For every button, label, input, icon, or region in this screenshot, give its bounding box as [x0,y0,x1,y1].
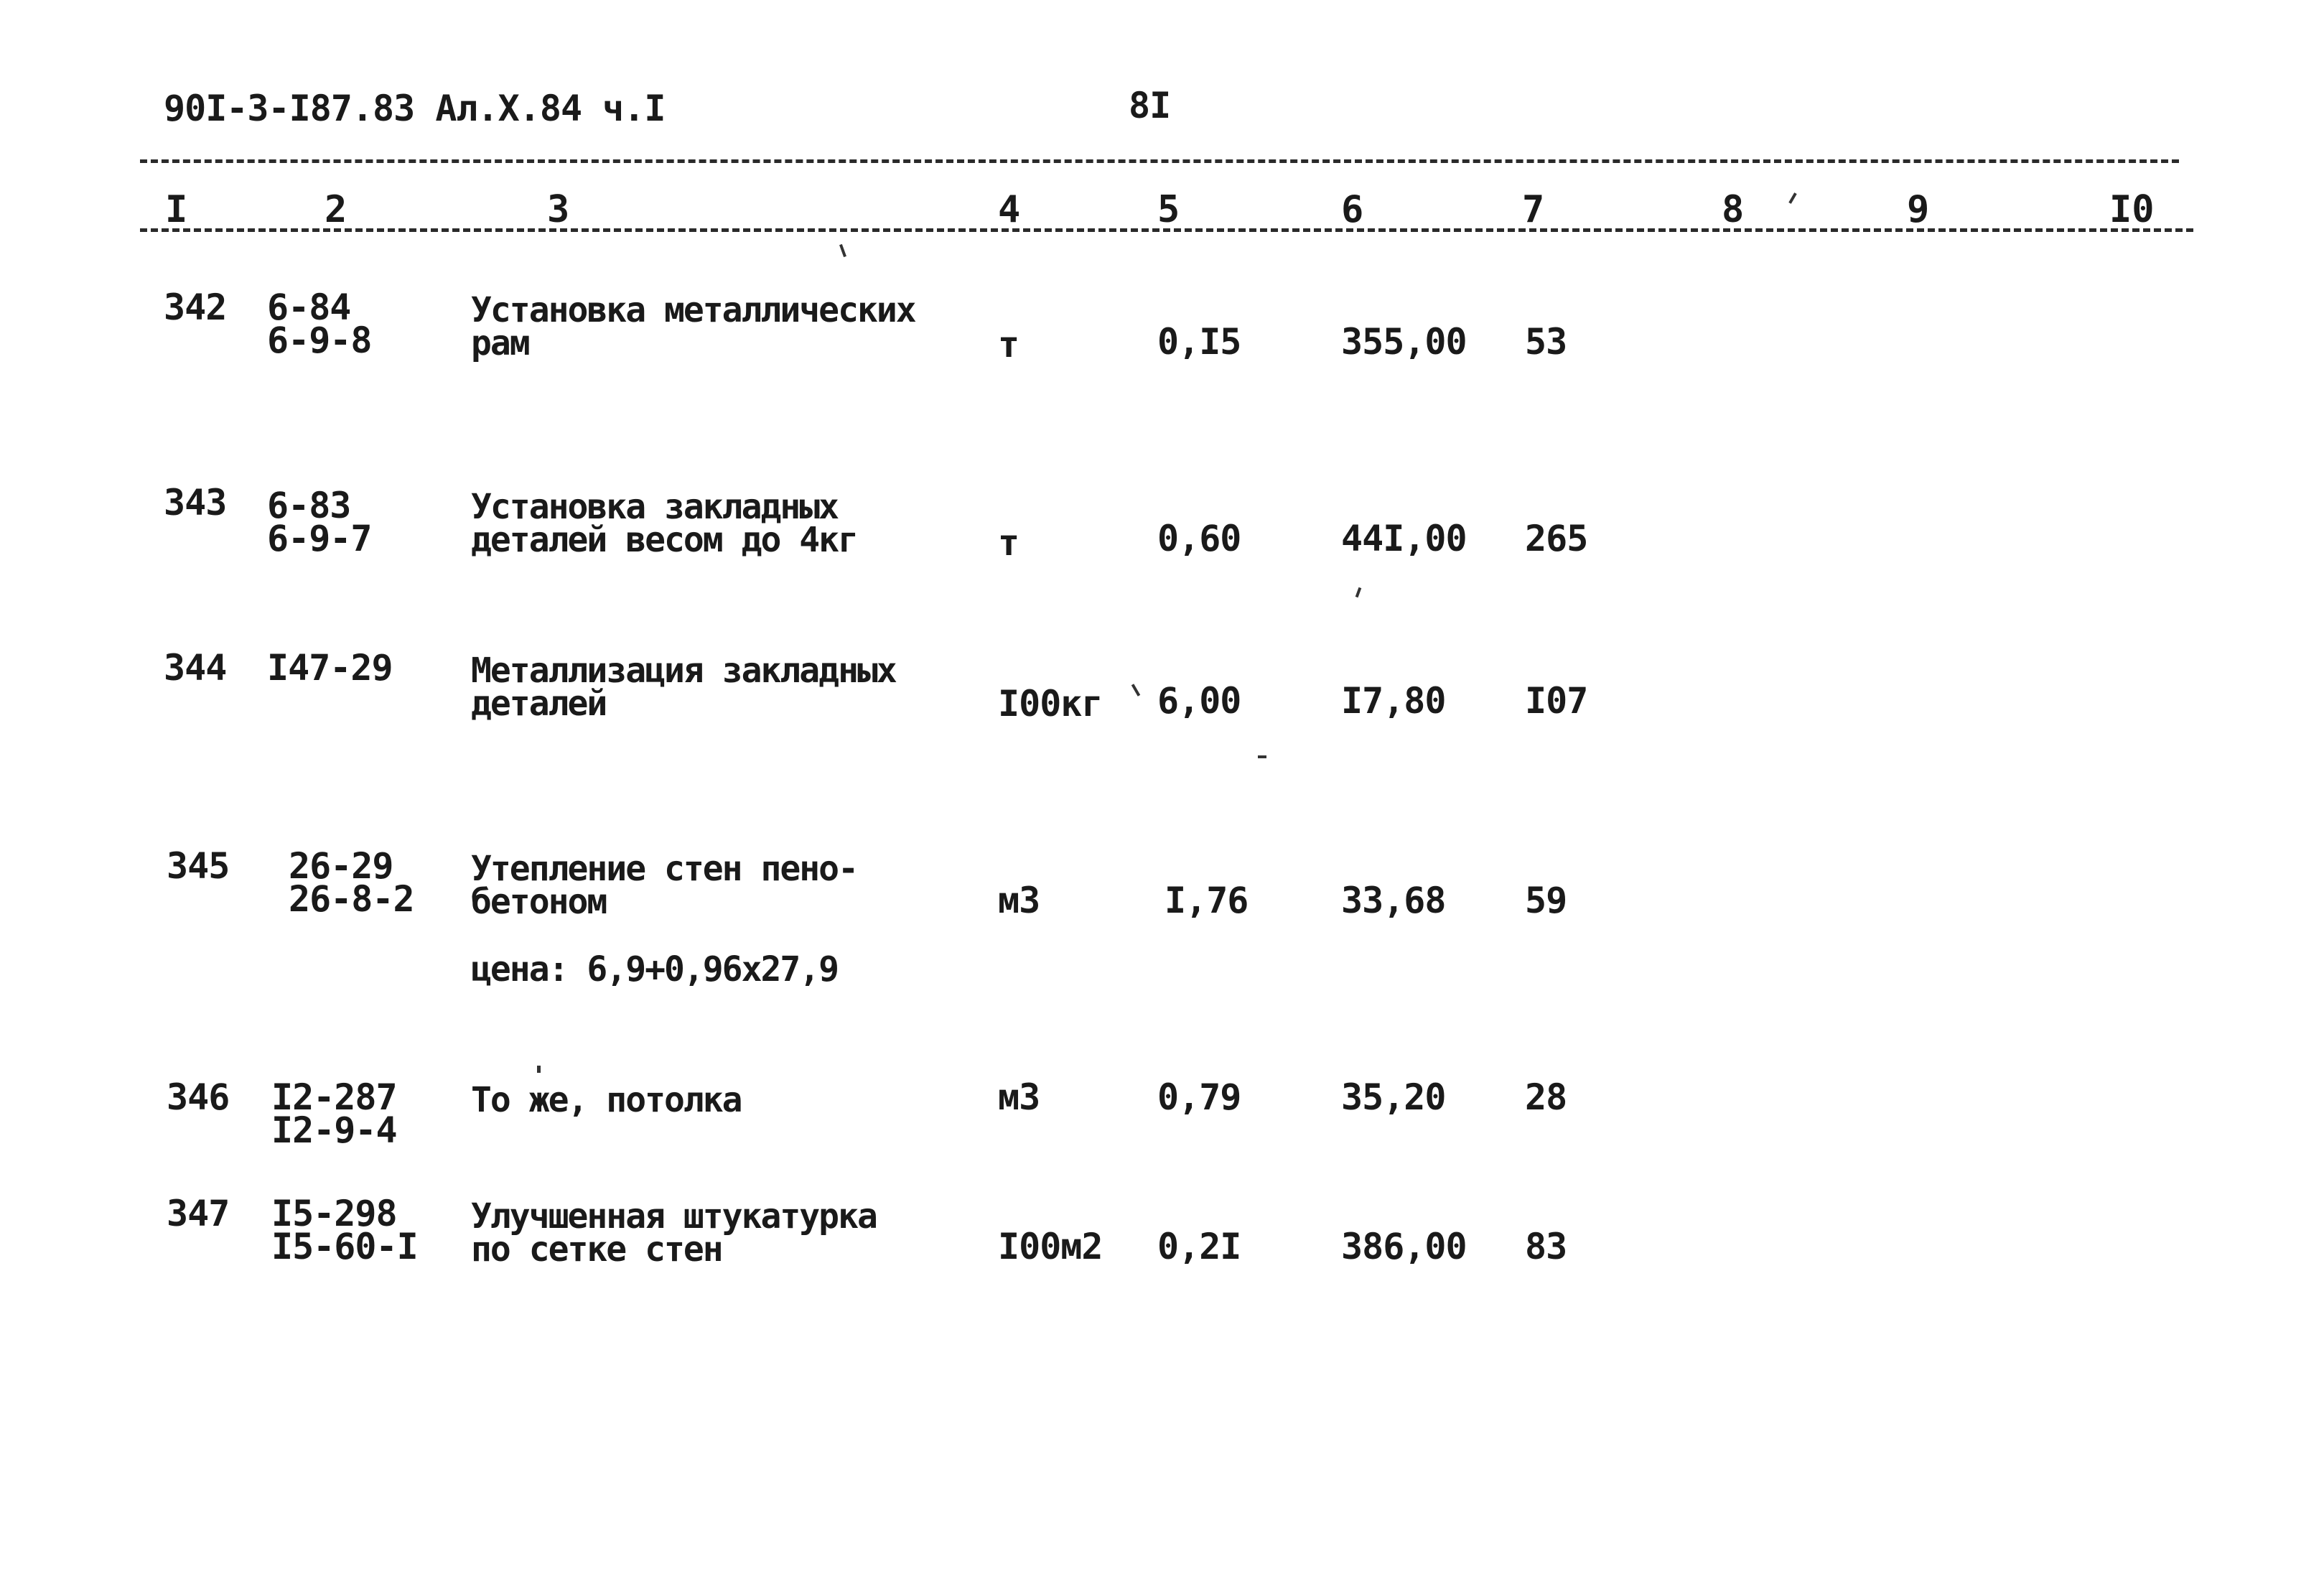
work-description: Металлизация закладных [471,651,896,691]
column-number-2: 2 [325,188,347,231]
norm-code: I47-29 [267,647,393,689]
norm-code: I5-298 [271,1193,397,1234]
row-number: 346 [167,1076,230,1118]
norm-code: 26-8-2 [289,878,414,920]
row-number: 345 [167,845,230,887]
total-cost: 265 [1525,518,1588,559]
quantity: 6,00 [1157,680,1241,722]
column-number-5: 5 [1157,188,1180,231]
unit: I00кг [998,683,1103,725]
page-number: 8I [1129,85,1171,126]
total-cost: 28 [1525,1076,1567,1118]
price-note: цена: 6,9+0,96x27,9 [471,949,839,990]
quantity: 0,2I [1157,1226,1241,1267]
norm-code: I2-9-4 [271,1109,397,1151]
column-number-8: 8 [1722,188,1745,231]
quantity: I,76 [1165,880,1249,921]
unit: т [998,324,1019,366]
norm-code: 6-9-8 [267,320,372,361]
work-description: деталей [471,684,607,724]
work-description: рам [471,323,529,363]
scan-speck [1131,684,1140,697]
unit-price: 35,20 [1341,1076,1446,1118]
scan-speck [1788,192,1796,204]
quantity: 0,I5 [1157,321,1241,363]
unit: I00м2 [998,1226,1103,1267]
scan-speck [1258,755,1266,758]
work-description: Улучшенная штукатурка [471,1196,877,1237]
quantity: 0,60 [1157,518,1241,559]
norm-code: 6-84 [267,287,351,328]
unit-price: 355,00 [1341,321,1467,363]
work-description: То же, потолка [471,1080,742,1120]
scan-speck [1355,587,1362,598]
total-cost: 59 [1525,880,1567,921]
total-cost: I07 [1525,680,1588,722]
column-number-3: 3 [547,188,570,231]
column-number-10: I0 [2109,188,2155,231]
column-number-6: 6 [1341,188,1364,231]
quantity: 0,79 [1157,1076,1241,1118]
document-code: 90I-3-I87.83 Ал.X.84 ч.I [164,88,666,129]
column-number-4: 4 [998,188,1021,231]
row-number: 343 [164,482,227,523]
work-description: бетоном [471,882,607,922]
work-description: Установка металлических [471,290,915,330]
unit-price: I7,80 [1341,680,1446,722]
unit: м3 [998,880,1040,921]
unit-price: 386,00 [1341,1226,1467,1267]
norm-code: 6-83 [267,485,351,526]
unit: м3 [998,1076,1040,1118]
total-cost: 53 [1525,321,1567,363]
unit-price: 44I,00 [1341,518,1467,559]
unit: т [998,522,1019,564]
scan-speck [537,1066,541,1073]
row-number: 344 [164,647,227,689]
work-description: Установка закладных [471,487,839,527]
header-top-rule [140,159,2179,163]
work-description: по сетке стен [471,1229,722,1270]
norm-code: 26-29 [289,845,393,887]
row-number: 347 [167,1193,230,1234]
norm-code: I5-60-I [271,1226,418,1267]
unit-price: 33,68 [1341,880,1446,921]
column-number-7: 7 [1522,188,1545,231]
scan-speck [839,244,846,257]
column-number-1: I [165,188,188,231]
total-cost: 83 [1525,1226,1567,1267]
column-number-9: 9 [1907,188,1930,231]
norm-code: I2-287 [271,1076,397,1118]
norm-code: 6-9-7 [267,518,372,559]
work-description: деталей весом до 4кг [471,520,857,560]
row-number: 342 [164,287,227,328]
work-description: Утепление стен пено- [471,849,857,889]
